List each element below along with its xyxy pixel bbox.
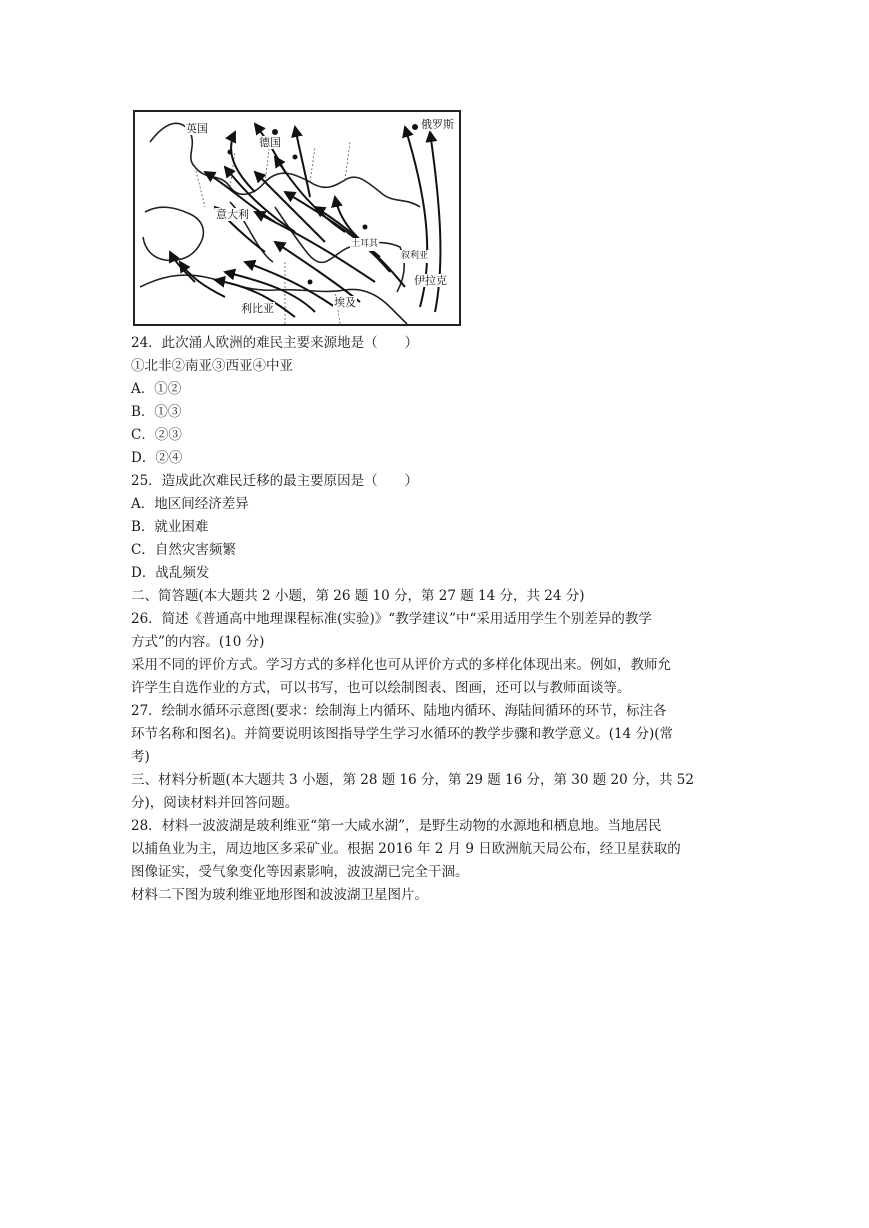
q28-line4: 材料二下图为玻利维亚地形图和波波湖卫星图片。 [131, 887, 428, 903]
map-drawing [135, 112, 459, 324]
q27-line1: 27．绘制水循环示意图(要求：绘制海上内循环、陆地内循环、海陆间循环的环节，标注各 [131, 703, 667, 719]
map-label-turkey: 土耳其 [351, 239, 379, 249]
map-label-egypt: 埃及 [334, 296, 356, 309]
q25-option-a: A．地区间经济差异 [131, 496, 249, 512]
q25-stem: 25．造成此次难民迁移的最主要原因是（ ） [131, 473, 419, 489]
borders [195, 142, 350, 324]
section3-heading-line1: 三、材料分析题(本大题共 3 小题，第 28 题 16 分，第 29 题 16 分，第 30 题 20 分，共 52 [131, 772, 694, 788]
q24-items: ①北非②南亚③西亚④中亚 [131, 358, 293, 374]
q24-option-c: C．②③ [131, 427, 182, 443]
q24-option-a: A．①② [131, 381, 182, 397]
q25-option-c: C．自然灾害频繁 [131, 542, 236, 558]
coastline-iberia [143, 207, 203, 260]
refugee-migration-map [133, 110, 461, 326]
q26-line2: 方式”的内容。(10 分) [131, 634, 265, 650]
q28-line1: 28．材料一波波湖是玻利维亚“第一大咸水湖”，是野生动物的水源地和栖息地。当地居民 [131, 818, 662, 834]
document-body [131, 332, 741, 907]
q24-option-b: B．①③ [131, 404, 182, 420]
q26-answer-line1: 采用不同的评价方式。学习方式的多样化也可从评价方式的多样化体现出来。例如，教师允 [131, 657, 671, 673]
map-label-russia: 俄罗斯 [421, 118, 454, 131]
q27-line3: 考) [131, 749, 150, 765]
q25-option-d: D．战乱频发 [131, 565, 210, 581]
q26-line1: 26．简述《普通高中地理课程标准(实验)》“教学建议”中“采用适用学生个别差异的教学 [131, 611, 652, 627]
q25-option-b: B．就业困难 [131, 519, 209, 535]
map-label-italy: 意大利 [216, 208, 249, 221]
map-label-iraq: 伊拉克 [414, 274, 447, 287]
map-label-syria: 叙利亚 [401, 251, 429, 261]
q26-answer-line2: 许学生自选作业的方式，可以书写，也可以绘制图表、图画，还可以与教师面谈等。 [131, 680, 631, 696]
migration-arrows [170, 124, 440, 317]
q24-option-d: D．②④ [131, 450, 183, 466]
coastline-balkans [275, 207, 350, 262]
section2-heading: 二、简答题(本大题共 2 小题，第 26 题 10 分，第 27 题 14 分，共 24 分) [131, 588, 585, 604]
map-label-uk: 英国 [186, 122, 208, 135]
q24-stem: 24．此次涌人欧洲的难民主要来源地是（ ） [131, 335, 419, 351]
map-label-libya: 利比亚 [241, 302, 274, 315]
coastline-north [150, 123, 420, 207]
source-dots [228, 124, 419, 285]
q28-line2: 以捕鱼业为主，周边地区多采矿业。根据 2016 年 2 月 9 日欧洲航天局公布，经卫星获取的 [131, 841, 681, 857]
map-label-germany: 德国 [259, 136, 281, 149]
q28-line3: 图像证实，受气象变化等因素影响，波波湖已完全干涸。 [131, 864, 469, 880]
coastline-africa [140, 275, 407, 324]
q27-line2: 环节名称和图名)。并简要说明该图指导学生学习水循环的教学步骤和教学意义。(14 分)(常 [131, 726, 674, 742]
section3-heading-line2: 分)，阅读材料并回答问题。 [131, 795, 299, 811]
